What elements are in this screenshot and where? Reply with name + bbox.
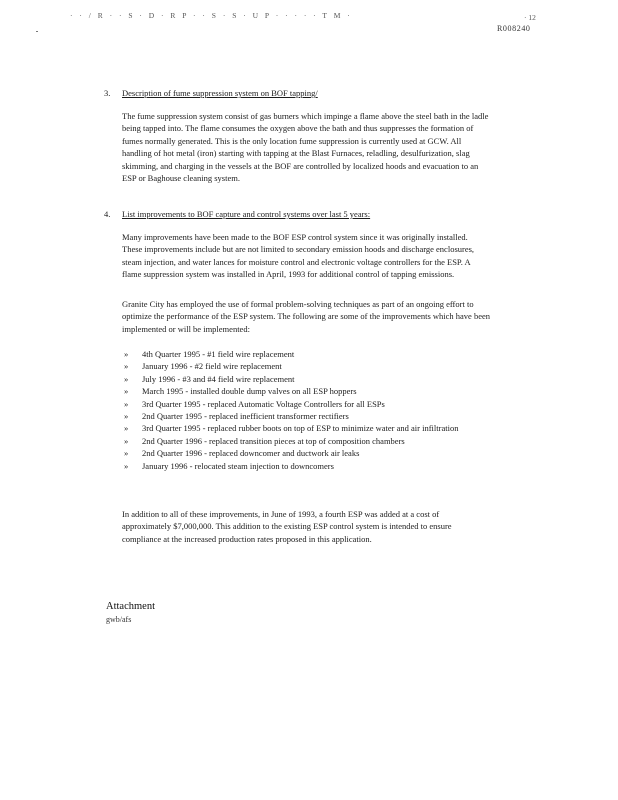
bullet-marker: » [124,411,129,422]
list-item [122,360,490,372]
section-3-title: Description of fume suppression system on BOF tapping/ [122,88,318,98]
author-initials: gwb/afs [106,615,132,624]
scan-tick-mark [36,31,38,32]
bullet-marker: » [124,349,129,359]
list-item [122,385,490,397]
section-4-title: List improvements to BOF capture and control systems over last 5 years: [122,209,371,219]
bullet-marker: » [124,448,129,459]
list-item [122,460,490,472]
bullet-marker: » [124,361,129,372]
list-item-text: 2nd Quarter 1995 - replaced inefficient transformer rectifiers [142,411,349,422]
list-item [122,348,490,360]
list-item [122,447,490,459]
fax-header-line: · · / R · · S · D · R P · · S · S · U P · · · · · T M · [70,11,353,20]
list-item-text: July 1996 - #3 and #4 field wire replacement [142,373,295,384]
list-item [122,422,490,434]
bullet-marker: » [124,373,129,384]
section-4-heading [104,208,490,220]
attachment-label: Attachment [106,601,155,612]
section-4-paragraph-3: In addition to all of these improvements, in June of 1993, a fourth ESP was added at a cost of approximately $7,000,000. This addition to the existing ESP control system is intended to ensure compliance at the increased production rates proposed in this application. [122,509,452,544]
improvements-list [122,348,490,472]
list-item [122,435,490,447]
page-number: · 12 [524,13,536,22]
bullet-marker: » [124,423,129,434]
bullet-marker: » [124,435,129,446]
list-item-text: 2nd Quarter 1996 - replaced transition pieces at top of composition chambers [142,435,405,446]
list-item-text: 3rd Quarter 1995 - replaced rubber boots on top of ESP to minimize water and air infiltration [142,423,459,434]
bullet-marker: » [124,386,129,397]
bullet-marker: » [124,398,129,409]
bullet-marker: » [124,460,129,471]
section-4-paragraph-1: Many improvements have been made to the BOF ESP control system since it was originally installed. These improvements include but are not limited to secondary emission hoods and discharge enclosures, steam injection, and water lances for moisture control and electronic voltage controllers for the ESP. A flame suppression system was installed in April, 1993 for additional control of tapping emissions. [122,232,475,280]
list-item [122,410,490,422]
list-item-text: 4th Quarter 1995 - #1 field wire replacement [142,349,295,359]
section-3-paragraph: The fume suppression system consist of gas burners which impinge a flame above the steel bath in the ladle being tapped into. The flame consumes the oxygen above the bath and thus suppresses the formation of fumes normally generated. This is the only location fume suppression is currently used at GCW. All handling of hot metal (iron) starting with tapping at the Blast Furnaces, reladling, desulfurization, slag skimming, and charging in the vessels at the BOF are controlled by localized hoods and evacuation to an ESP or Baghouse cleaning system. [122,111,489,184]
document-id: R008240 [497,24,531,33]
section-4-paragraph-2: Granite City has employed the use of formal problem-solving techniques as part of an ongoing effort to optimize the performance of the ESP system. The following are some of the improvements which have been implemented or will be implemented: [122,299,490,334]
list-item-text: January 1996 - relocated steam injection to downcomers [142,460,334,471]
section-3-number: 3. [104,88,111,98]
list-item-text: January 1996 - #2 field wire replacement [142,361,282,372]
list-item [122,373,490,385]
list-item-text: 2nd Quarter 1996 - replaced downcomer and ductwork air leaks [142,448,360,459]
list-item-text: March 1995 - installed double dump valves on all ESP hoppers [142,386,357,397]
list-item-text: 3rd Quarter 1995 - replaced Automatic Voltage Controllers for all ESPs [142,398,385,409]
section-4-number: 4. [104,209,111,219]
list-item [122,398,490,410]
section-3-heading [104,87,490,99]
